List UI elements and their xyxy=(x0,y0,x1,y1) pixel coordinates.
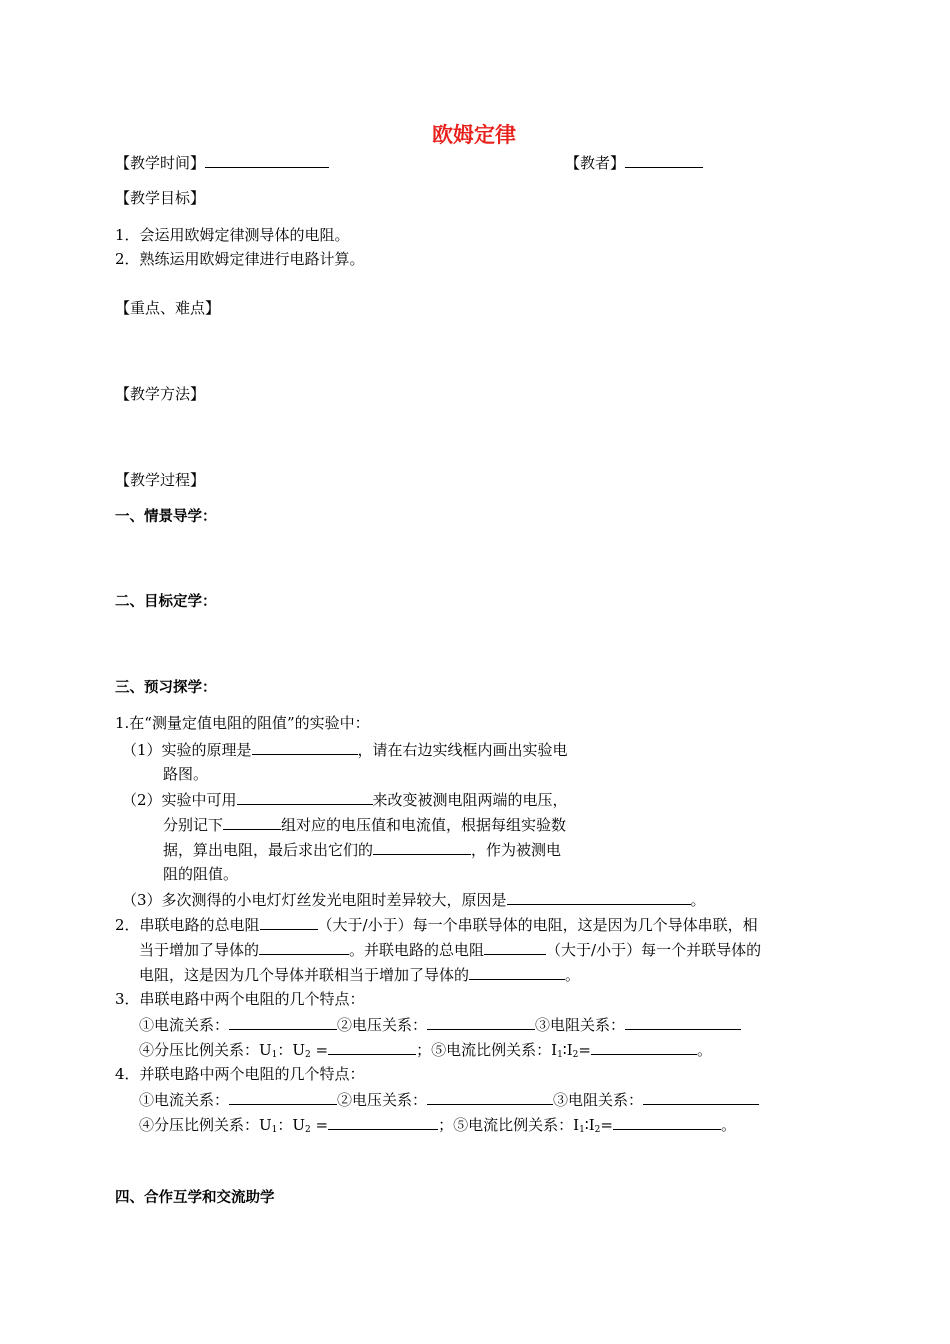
q1-groups-blank[interactable] xyxy=(223,814,281,830)
q1-p2-text-4: 组对应的电压值和电流值，根据每组实验数 xyxy=(281,816,567,834)
methods-heading: 【教学方法】 xyxy=(115,385,206,403)
q4-ratios xyxy=(139,1114,736,1140)
q3-ratio-i-blank[interactable] xyxy=(591,1039,697,1055)
equals-symbol: = xyxy=(310,1116,329,1134)
q1-p3-end: 。 xyxy=(690,891,706,909)
q4-voltage-blank[interactable] xyxy=(427,1089,553,1105)
q1-p1-text-2: ，请在右边实线框内画出实验电 xyxy=(357,741,568,759)
q3-voltage-blank[interactable] xyxy=(427,1014,535,1030)
equals-symbol: = xyxy=(578,1041,591,1059)
ratio-symbol: ∶I xyxy=(562,1041,573,1059)
q2-area-blank[interactable] xyxy=(469,964,565,980)
subscript: 1 xyxy=(579,1125,585,1135)
process-heading: 【教学过程】 xyxy=(115,471,206,489)
subscript: 1 xyxy=(271,1125,278,1135)
q1-p2-line3 xyxy=(163,839,561,860)
q1-intro: 1.在“测量定值电阻的阻值”的实验中： xyxy=(115,714,370,732)
q3-intro: 3．串联电路中两个电阻的几个特点： xyxy=(115,990,365,1008)
q1-p2-line4: 阻的阻值。 xyxy=(163,865,239,883)
section-3-heading: 三、预习探学： xyxy=(115,680,217,696)
q4-current-label: ①电流关系： xyxy=(139,1091,230,1109)
q4-end: 。 xyxy=(720,1116,736,1134)
q1-p2-line2 xyxy=(163,814,566,835)
q1-p1-text: （1）实验的原理是 xyxy=(122,741,252,759)
q4-relations xyxy=(139,1089,759,1110)
q3-ratio-v-label: ④分压比例关系：U xyxy=(139,1041,272,1059)
q1-principle-blank[interactable] xyxy=(252,739,358,755)
q3-end: 。 xyxy=(696,1041,712,1059)
q3-ratio-v-blank[interactable] xyxy=(328,1039,416,1055)
teacher-label: 【教者】 xyxy=(565,154,626,172)
q3-ratios xyxy=(139,1039,712,1065)
section-2-heading: 二、目标定学： xyxy=(115,594,217,610)
q3-voltage-label: ②电压关系： xyxy=(337,1016,428,1034)
q2-series-blank[interactable] xyxy=(260,914,318,930)
q1-reason-blank[interactable] xyxy=(507,889,691,905)
time-label: 【教学时间】 xyxy=(115,154,206,172)
q3-current-blank[interactable] xyxy=(229,1014,337,1030)
q2-end: 。 xyxy=(565,966,581,984)
q1-part2 xyxy=(122,789,568,810)
q3-resistance-blank[interactable] xyxy=(625,1014,741,1030)
q4-intro: 4．并联电路中两个电阻的几个特点： xyxy=(115,1065,365,1083)
subscript: 1 xyxy=(557,1050,563,1060)
objectives-heading: 【教学目标】 xyxy=(115,189,206,207)
q2-text-3: 当于增加了导体的 xyxy=(139,941,260,959)
q1-part3 xyxy=(122,889,706,910)
q4-ratio-i-label: ；⑤电流比例关系：I xyxy=(438,1116,580,1134)
teacher-blank[interactable] xyxy=(625,152,703,168)
time-field xyxy=(115,152,329,173)
q1-p2-text: （2）实验中可用 xyxy=(122,791,237,809)
page-title: 欧姆定律 xyxy=(432,123,516,147)
q1-p3-text: （3）多次测得的小电灯灯丝发光电阻时差异较大，原因是 xyxy=(122,891,507,909)
q2-parallel-blank[interactable] xyxy=(484,939,546,955)
q2-line3 xyxy=(139,964,580,985)
q1-p2-text-2: 来改变被测电阻两端的电压， xyxy=(372,791,568,809)
q1-p2-text-6: ，作为被测电 xyxy=(471,841,562,859)
q1-p2-text-5: 据，算出电阻，最后求出它们的 xyxy=(163,841,374,859)
q4-resistance-blank[interactable] xyxy=(643,1089,759,1105)
q4-current-blank[interactable] xyxy=(229,1089,337,1105)
q4-ratio-v-label: ④分压比例关系：U xyxy=(139,1116,272,1134)
ratio-symbol: ：U xyxy=(277,1041,306,1059)
objective-item: 2．熟练运用欧姆定律进行电路计算。 xyxy=(115,250,365,268)
q2-text: 2．串联电路的总电阻 xyxy=(115,916,260,934)
q1-p1-cont: 路图。 xyxy=(163,765,209,783)
q2-line2 xyxy=(139,939,761,960)
subscript: 2 xyxy=(305,1125,311,1135)
q2-text-6: 电阻，这是因为几个导体并联相当于增加了导体的 xyxy=(139,966,470,984)
q3-resistance-label: ③电阻关系： xyxy=(535,1016,626,1034)
teacher-field xyxy=(565,152,703,173)
subscript: 2 xyxy=(572,1050,579,1060)
q2-text-2: （大于/小于）每一个串联导体的电阻，这是因为几个导体串联，相 xyxy=(317,916,758,934)
equals-symbol: = xyxy=(310,1041,329,1059)
q2-length-blank[interactable] xyxy=(259,939,349,955)
section-4-heading: 四、合作互学和交流助学 xyxy=(115,1190,275,1206)
objective-item: 1．会运用欧姆定律测导体的电阻。 xyxy=(115,226,350,244)
ratio-symbol: ：U xyxy=(277,1116,306,1134)
q3-relations xyxy=(139,1014,741,1035)
q4-ratio-i-blank[interactable] xyxy=(613,1114,721,1130)
subscript: 2 xyxy=(594,1125,601,1135)
q1-part1 xyxy=(122,739,568,760)
key-points-heading: 【重点、难点】 xyxy=(115,299,221,317)
subscript: 2 xyxy=(305,1050,311,1060)
q2-text-5: （大于/小于）每一个并联导体的 xyxy=(546,941,762,959)
time-blank[interactable] xyxy=(205,152,329,168)
q4-resistance-label: ③电阻关系： xyxy=(553,1091,644,1109)
q4-ratio-v-blank[interactable] xyxy=(328,1114,438,1130)
q1-average-blank[interactable] xyxy=(373,839,471,855)
section-1-heading: 一、情景导学： xyxy=(115,509,217,525)
q1-p2-text-3: 分别记下 xyxy=(163,816,224,834)
q3-ratio-i-label: ；⑤电流比例关系：I xyxy=(416,1041,558,1059)
q3-current-label: ①电流关系： xyxy=(139,1016,230,1034)
ratio-symbol: ∶I xyxy=(584,1116,595,1134)
q2-text-4: 。并联电路的总电阻 xyxy=(349,941,485,959)
subscript: 1 xyxy=(271,1050,278,1060)
q4-voltage-label: ②电压关系： xyxy=(337,1091,428,1109)
equals-symbol: = xyxy=(600,1116,613,1134)
q1-device-blank[interactable] xyxy=(237,789,373,805)
q2-line1 xyxy=(115,914,758,935)
